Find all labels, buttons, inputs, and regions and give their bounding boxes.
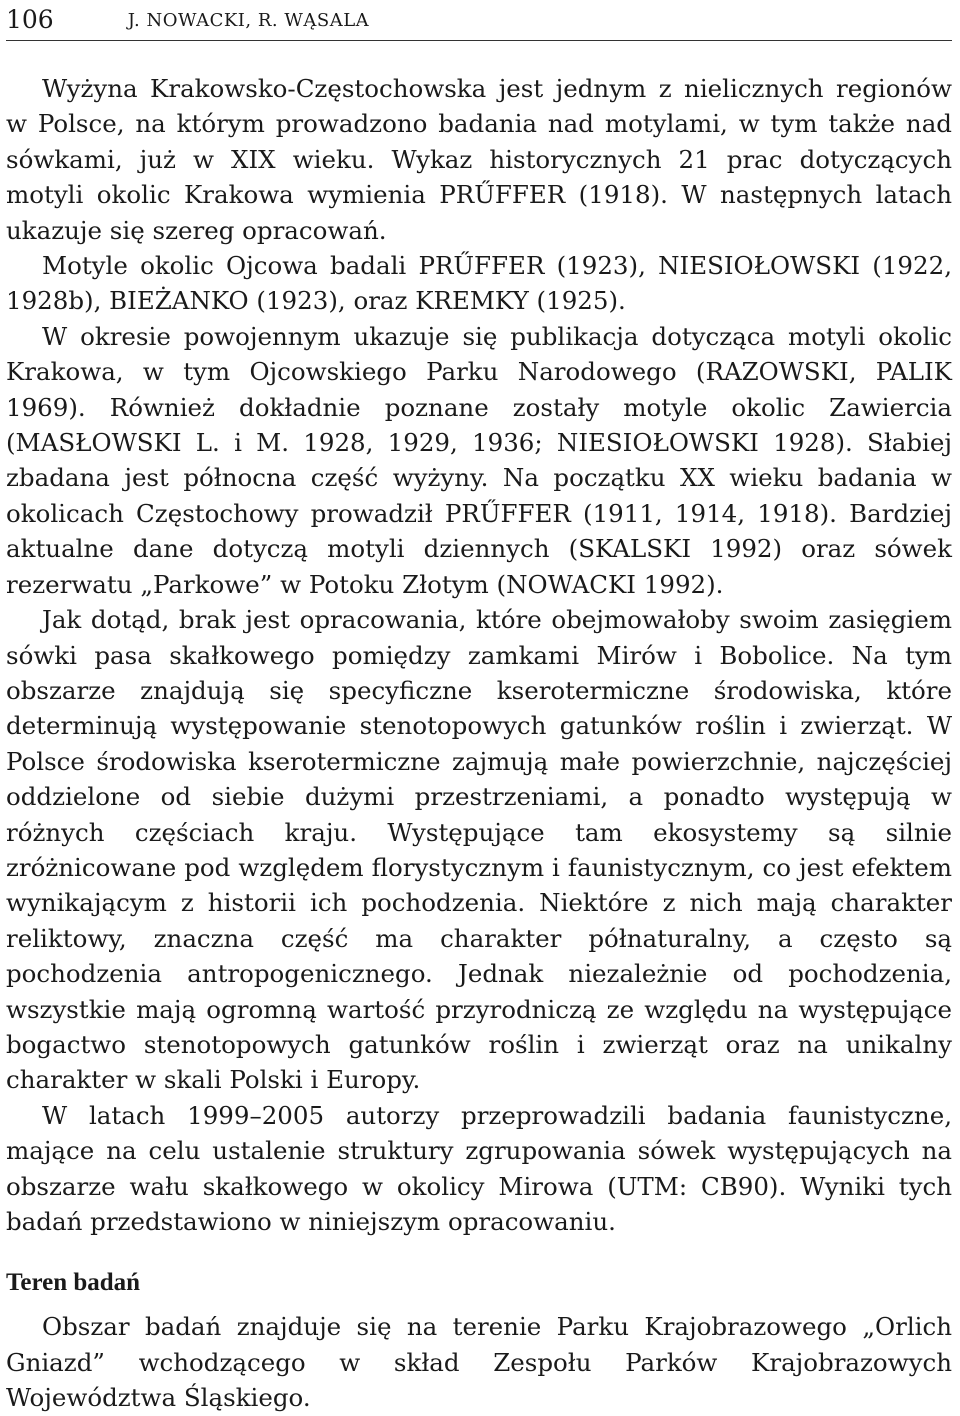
paragraph-study-aims: W latach 1999–2005 autorzy przeprowadzili badania faunistyczne, mające na celu ustalenie struktury zgrupowania sówek występujących na obszarze wału skałkowego w okolicy Mirowa (UTM: CB90). Wyniki tych badań przedstawiono w niniejszym opracowaniu. [6, 1100, 952, 1236]
paragraph-ojcow: Motyle okolic Ojcowa badali PRŰFFER (1923), NIESIOŁOWSKI (1922, 1928b), BIEŻANKO (1923), oraz KREMKY (1925). [6, 251, 952, 316]
paragraph-xerothermic: Jak dotąd, brak jest opracowania, które obejmowałoby swoim zasięgiem sówki pasa skałkowego pomiędzy zamkami Mirów i Bobolice. Na tym obszarze znajdują się specyficzne kserotermiczne środowiska, które determinują występowanie stenotopowych gatunków roślin i zwierząt. W Polsce środowiska kserotermiczne zajmują małe powierzchnie, najczęściej oddzielone od siebie dużymi przestrzeniami, a ponadto występują w różnych częściach kraju. Występujące tam ekosystemy są silnie zróżnicowane pod względem florystycznym i faunistycznym, co jest efektem wynikającym z historii ich pochodzenia. Niektóre z nich mają charakter reliktowy, znaczna część ma charakter półnaturalny, a często są pochodzenia antropogenicznego. Jednak niezależnie od pochodzenia, wszystkie mają ogromną wartość przyrodniczą ze względu na występujące bogactwo stenotopowych gatunków roślin i zwierząt oraz na unikalny charakter w skali Polski i Europy. [6, 605, 952, 1095]
running-header [6, 0, 952, 41]
body-text [6, 71, 952, 1416]
paragraph-intro: Wyżyna Krakowsko-Częstochowska jest jednym z nielicznych regionów w Polsce, na którym prowadzono badania nad motylami, w tym także nad sówkami, już w XIX wieku. Wykaz historycznych 21 prac dotyczących motyli okolic Krakowa wymienia PRŰFFER (1918). W następnych latach ukazuje się szereg opracowań. [6, 74, 952, 245]
page-number: 106 [6, 5, 54, 34]
paragraph-study-area: Obszar badań znajduje się na terenie Parku Krajobrazowego „Orlich Gniazd” wchodzącego w skład Zespołu Parków Krajobrazowych Województwa Śląskiego. [6, 1312, 952, 1413]
paragraph-postwar: W okresie powojennym ukazuje się publikacja dotycząca motyli okolic Krakowa, w tym Ojcowskiego Parku Narodowego (RAZOWSKI, PALIK 1969). Również dokładnie poznane zostały motyle okolic Zawiercia (MASŁOWSKI L. i M. 1928, 1929, 1936; NIESIOŁOWSKI 1928). Słabiej zbadana jest północna część wyżyny. Na początku XX wieku badania w okolicach Częstochowy prowadził PRŰFFER (1911, 1914, 1918). Bardziej aktualne dane dotyczą motyli dziennych (SKALSKI 1992) oraz sówek rezerwatu „Parkowe” w Potoku Złotym (NOWACKI 1992). [6, 321, 952, 599]
section-heading: Teren badań [6, 1269, 141, 1297]
running-title: J. NOWACKI, R. WĄSALA [127, 9, 370, 31]
